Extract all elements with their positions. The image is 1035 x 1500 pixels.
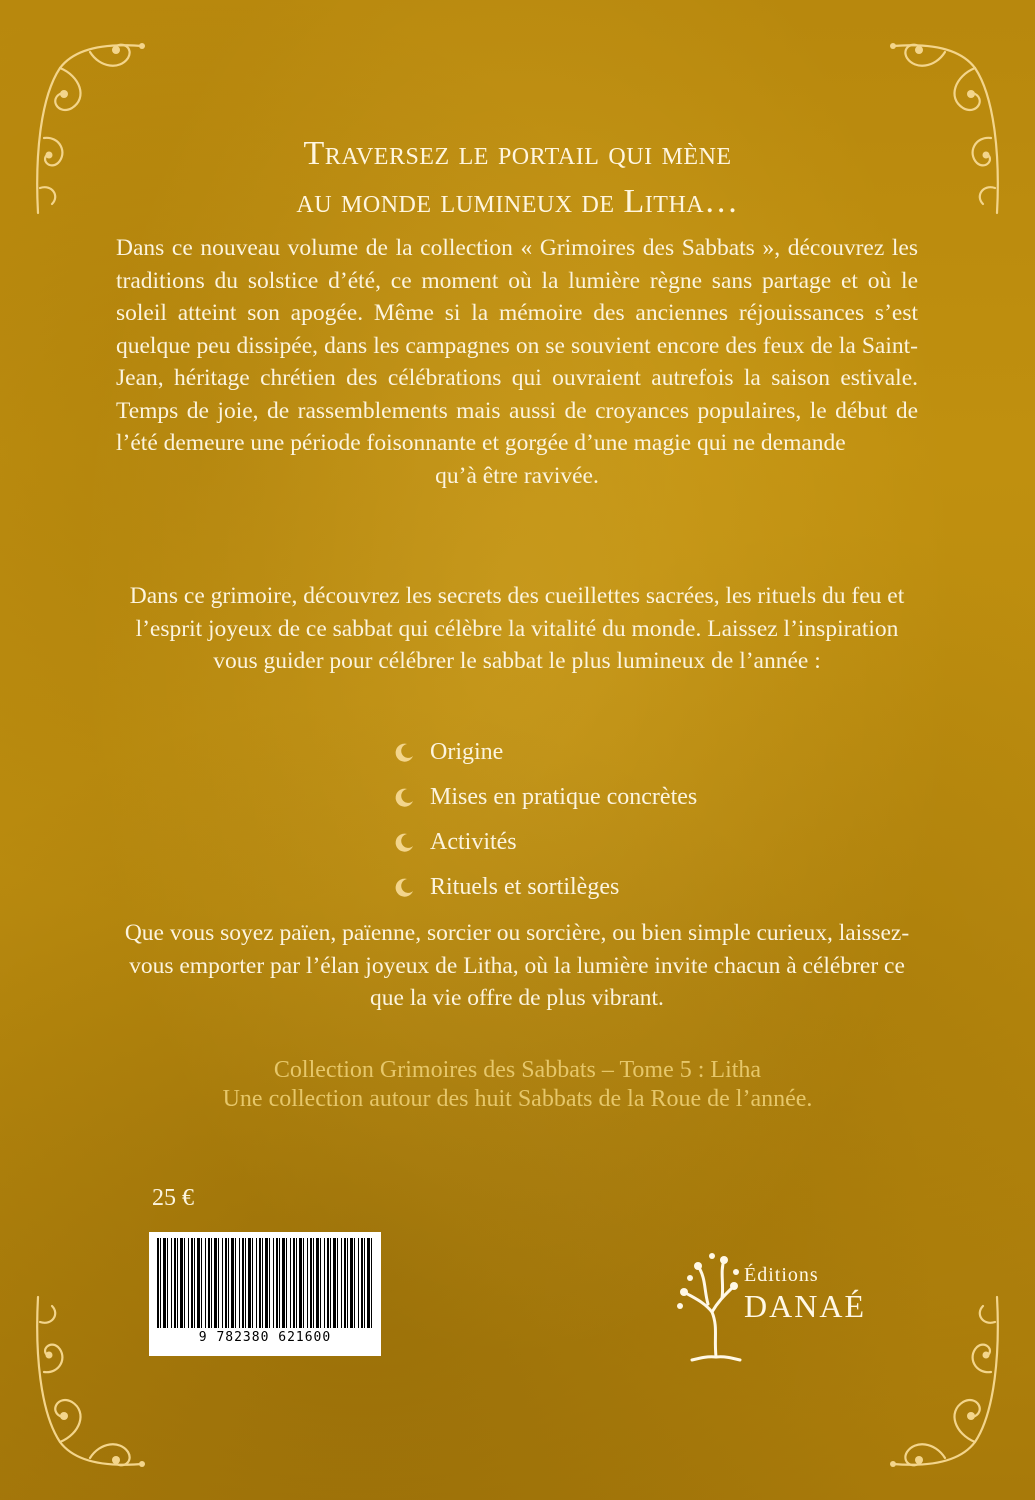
publisher-name-line-1: Éditions bbox=[744, 1264, 819, 1286]
list-item bbox=[392, 730, 697, 775]
price: 25 € bbox=[152, 1185, 194, 1211]
list-item bbox=[392, 820, 697, 865]
barcode bbox=[149, 1232, 381, 1356]
list-item-label: Activités bbox=[430, 829, 517, 855]
intro-paragraph-body: Dans ce nouveau volume de la collection « Grimoires des Sabbats », découvrez les traditions du solstice d’été, ce moment où la lumière règne sans partage et où le soleil atteint son apogée. Même si la mémoire des anciennes réjouissances s’est quelque peu dissipée, dans les campagnes on se souvient encore des feux de la Saint-Jean, héritage chrétien des célébrations qui ouvraient autrefois la saison estivale. Temps de joie, de rassemblements mais aussi de croyances populaires, le début de l’été demeure une période foisonnante et gorgée d’une magie qui ne demande bbox=[116, 235, 918, 456]
crescent-moon-icon bbox=[392, 876, 416, 900]
isbn-number: 9 782380 621600 bbox=[198, 1330, 332, 1345]
list-item-label: Rituels et sortilèges bbox=[430, 874, 620, 900]
list-item bbox=[392, 775, 697, 820]
publisher-name-line-2: DANAÉ bbox=[744, 1288, 866, 1324]
corner-ornament-bottom-right bbox=[885, 1292, 1005, 1472]
intro-paragraph-last-line: qu’à être ravivée. bbox=[435, 462, 599, 489]
closing-paragraph: Que vous soyez païen, païenne, sorcier ou sorcière, ou bien simple curieux, laissez-vous emporter par l’élan joyeux de Litha, où la lumière invite chacun à célébrer ce que la vie offre de plus vibrant. bbox=[124, 920, 910, 1011]
grimoire-paragraph: Dans ce grimoire, découvrez les secrets des cueillettes sacrées, les rituels du feu et l’esprit joyeux de ce sabbat qui célèbre la vitalité du monde. Laissez l’inspiration vous guider pour célébrer le sabbat le plus lumineux de l’année : bbox=[129, 583, 905, 674]
crescent-moon-icon bbox=[392, 786, 416, 810]
flourish-icon bbox=[30, 1292, 150, 1472]
barcode-bars bbox=[157, 1238, 373, 1328]
intro-paragraph bbox=[116, 232, 918, 492]
headline bbox=[0, 130, 1035, 226]
publisher-logo bbox=[664, 1232, 874, 1362]
crescent-moon-icon bbox=[392, 741, 416, 765]
crescent-moon-icon bbox=[392, 831, 416, 855]
collection-line-2: Une collection autour des huit Sabbats de la Roue de l’année. bbox=[222, 1086, 813, 1112]
list-item-label: Origine bbox=[430, 739, 504, 765]
corner-ornament-bottom-left bbox=[30, 1292, 150, 1472]
collection-line-1: Collection Grimoires des Sabbats – Tome 5 : Litha bbox=[273, 1057, 762, 1083]
flourish-icon bbox=[885, 1292, 1005, 1472]
list-item bbox=[392, 865, 697, 910]
headline-line-2: au monde lumineux de Litha… bbox=[296, 183, 739, 220]
collection-info bbox=[0, 1056, 1035, 1114]
headline-line-1: Traversez le portail qui mène bbox=[303, 135, 732, 172]
topics-list bbox=[392, 730, 697, 910]
list-item-label: Mises en pratique concrètes bbox=[430, 784, 698, 810]
